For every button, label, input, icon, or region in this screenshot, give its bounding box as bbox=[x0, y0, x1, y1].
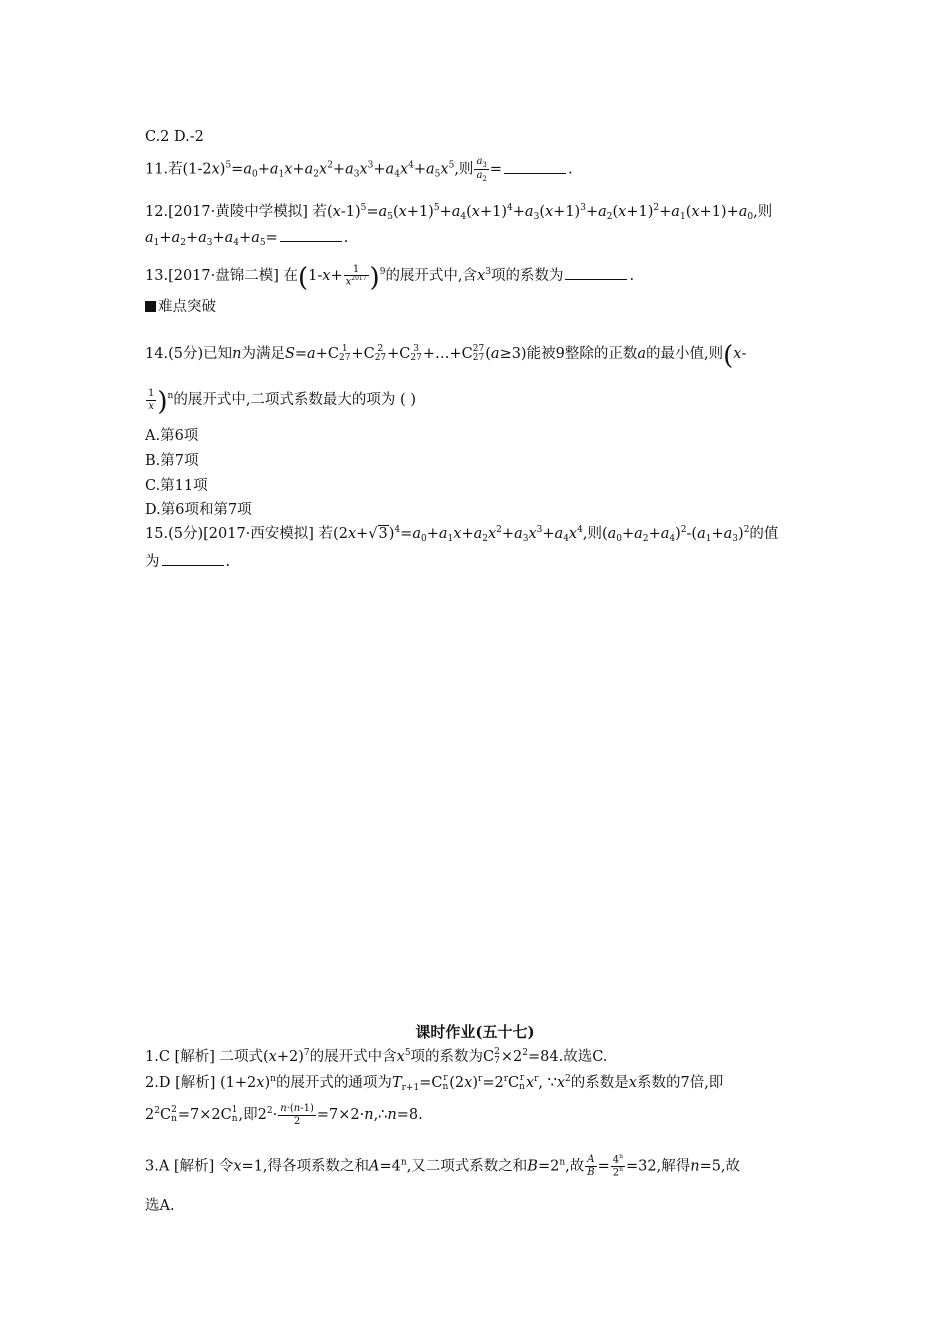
answer-section-title: 课时作业(五十七) bbox=[415, 1023, 535, 1041]
fraction-a3-a2: $\frac{a_3}{a_2}$ bbox=[476, 156, 487, 184]
fraction-1-over-x: $\frac{1}{x}$ bbox=[148, 388, 155, 412]
section-heading: 难点突破 bbox=[145, 298, 216, 316]
fraction-a-over-b: $\frac{A}{B}$ bbox=[587, 1154, 595, 1178]
problem-11: 11.若$(1-2x)^5=a_0+a_1x+a_2x^2+a_3x^3+a_4x^4+a_5x^5$,则 $\frac{a_3}{a_2}$ = . bbox=[145, 156, 573, 184]
fraction-1-over-x2017: $\frac{1}{x^{2017}}$ bbox=[345, 263, 367, 288]
answer-2-line2: $2^2C$ 2 n =7×2C 1 n ,即$2^2\cdot$ $\frac{n\cdot(n-1)}{2}$ =7×2·n,∴n=8. bbox=[145, 1103, 423, 1127]
problem-15-line2: 为 . bbox=[145, 554, 231, 570]
answer-3: 3.A [解析] 令x=1,得各项系数之和$A=4^n$,又二项式系数之和$B=2^n$,故 $\frac{A}{B}$ = $\frac{4^n}{2^n}$ =32,解得n=5,故 bbox=[145, 1153, 741, 1179]
problem-12: 12.[2017·黄陵中学模拟] 若$(x-1)^5=a_5(x+1)^5+a_4(x+1)^4+a_3(x+1)^3+a_2(x+1)^2+a_1(x+1)+a_0$,则 bbox=[145, 203, 773, 222]
fraction-n-n-1-over-2: $\frac{n\cdot(n-1)}{2}$ bbox=[280, 1103, 314, 1127]
problem-14: 14.(5分)已知n为满足S=a+C 1 27 +C 2 27 +C 3 27 +…+C 27 27 (a≥3)能被9整除的正数a的最小值,则(x- bbox=[145, 341, 747, 371]
answer-blank bbox=[504, 173, 566, 174]
answer-blank bbox=[565, 279, 627, 280]
options-line-10: C.2 D.-2 bbox=[145, 129, 204, 145]
option-b: B.第7项 bbox=[145, 453, 199, 469]
problem-12-line2: $a_1+a_2+a_3+a_4+a_5=$ . bbox=[145, 230, 349, 248]
option-c: C.第11项 bbox=[145, 478, 208, 494]
fraction-4n-over-2n: $\frac{4^n}{2^n}$ bbox=[612, 1153, 623, 1179]
option-a: A.第6项 bbox=[145, 428, 199, 444]
black-square-icon bbox=[145, 301, 156, 312]
problem-13: 13.[2017·盘锦二模] 在(1-x+ $\frac{1}{x^{2017}}$ )$^9$的展开式中,含$x^3$项的系数为 . bbox=[145, 263, 635, 293]
answer-2: 2.D [解析] $(1+2x)^n$的展开式的通项为$T_{r+1}=C$ r n $(2x)^r=2^rC$ r n $x^r$, $\because x^2$的系数是x系数的7倍,即 bbox=[145, 1073, 724, 1093]
answer-1: 1.C [解析] 二项式$(x+2)^7$的展开式中含$x^5$项的系数为C 2 7 $\times 2^2=84$.故选C. bbox=[145, 1047, 608, 1066]
answer-3-line2: 选A. bbox=[145, 1198, 175, 1214]
option-d: D.第6项和第7项 bbox=[145, 502, 252, 518]
problem-15: 15.(5分)[2017·西安模拟] 若$(2x+√3)^4=a_0+a_1x+a_2x^2+a_3x^3+a_4x^4$,则$(a_0+a_2+a_4)^2-(a_1+a_3)^2$的值 bbox=[145, 525, 779, 544]
answer-blank bbox=[162, 565, 224, 566]
problem-14-line2: $\frac{1}{x}$ )$^n$的展开式中,二项式系数最大的项为 ( ) bbox=[148, 387, 416, 417]
answer-blank bbox=[280, 241, 342, 242]
